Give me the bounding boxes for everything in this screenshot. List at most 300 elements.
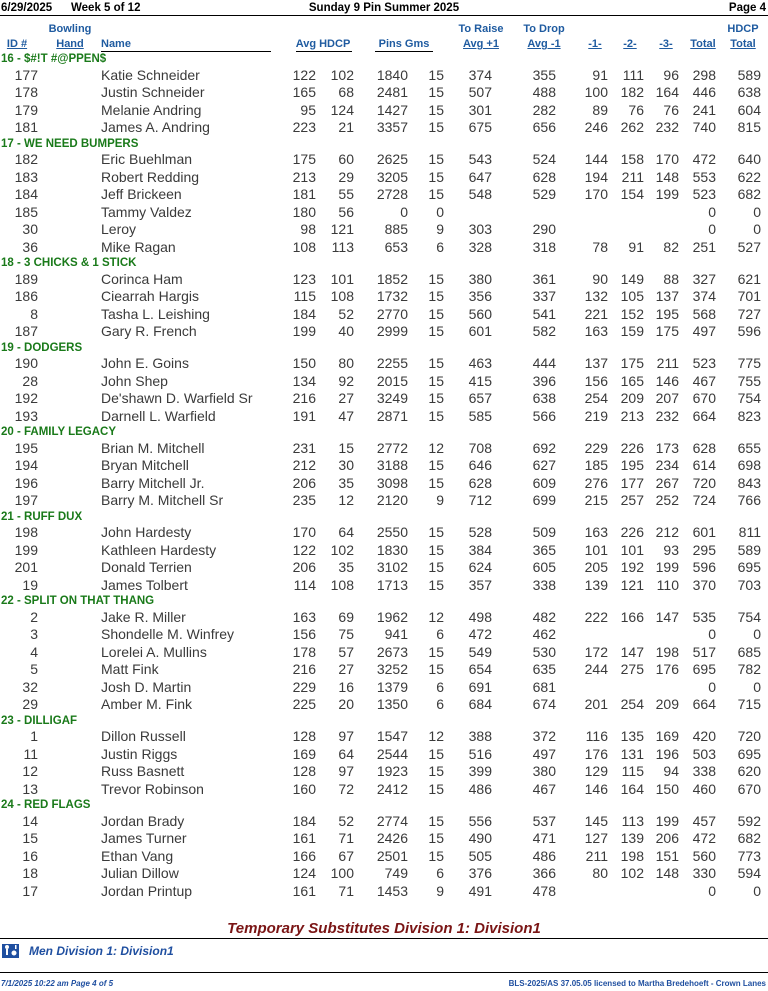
to-raise-avg: 657 — [468, 390, 492, 406]
bowler-name: James Turner — [101, 830, 187, 846]
bowler-name: Katie Schneider — [101, 66, 200, 83]
bowler-games: 15 — [428, 101, 444, 118]
bowler-row — [0, 746, 768, 764]
page-label: Page 4 — [728, 2, 766, 14]
to-drop-avg: 541 — [532, 305, 556, 322]
game-1-score: 221 — [584, 305, 608, 322]
series-total: 568 — [692, 305, 716, 322]
game-3-score: 151 — [655, 847, 679, 864]
to-raise-avg: 516 — [468, 745, 492, 762]
bowler-hdcp: 121 — [330, 221, 354, 237]
bowler-pins: 3102 — [376, 559, 408, 575]
bowler-id: 29 — [22, 696, 38, 712]
game-3-score: 195 — [655, 305, 679, 322]
bowler-pins: 2426 — [376, 830, 408, 846]
license-text: BLS-2025/AS 37.05.05 licensed to Martha Bredehoeft - Crown Lanes — [508, 979, 766, 988]
game-1-score: 129 — [584, 763, 608, 779]
handicap-total: 589 — [737, 66, 761, 83]
game-2-score: 275 — [620, 661, 644, 677]
handicap-total: 823 — [737, 407, 761, 424]
bowler-row — [0, 781, 768, 799]
bowler-avg: 128 — [292, 763, 316, 779]
bowler-id: 194 — [14, 457, 38, 473]
bowler-hdcp: 40 — [338, 323, 354, 339]
to-drop-avg: 462 — [532, 626, 556, 642]
bowler-pins: 1840 — [376, 66, 408, 83]
col-game-2: -2- — [623, 38, 637, 50]
bowler-avg: 229 — [292, 678, 316, 695]
bowler-id: 197 — [14, 492, 38, 508]
game-1-score: 276 — [584, 474, 608, 491]
handicap-total: 727 — [737, 305, 761, 322]
bowler-avg: 122 — [292, 541, 316, 558]
game-1-score: 156 — [584, 372, 608, 389]
bowler-pins: 2728 — [376, 186, 408, 202]
game-3-score: 170 — [655, 151, 679, 167]
bowler-avg: 206 — [292, 474, 316, 491]
to-drop-avg: 486 — [532, 847, 556, 864]
game-3-score: 88 — [663, 270, 679, 287]
team-heading: 22 - SPLIT ON THAT THANG — [1, 595, 155, 607]
game-3-score: 207 — [655, 390, 679, 406]
bowler-games: 12 — [428, 728, 444, 744]
to-raise-avg: 498 — [468, 608, 492, 625]
to-raise-avg: 490 — [468, 830, 492, 846]
bowler-name: Justin Riggs — [101, 745, 178, 762]
to-raise-avg: 708 — [468, 439, 492, 456]
to-drop-avg: 628 — [532, 168, 556, 185]
game-3-score: 93 — [663, 541, 679, 558]
to-drop-avg: 396 — [532, 372, 556, 389]
bowler-hdcp: 68 — [338, 84, 354, 100]
handicap-total: 622 — [737, 168, 761, 185]
bowler-pins: 941 — [384, 626, 408, 642]
column-headers — [0, 19, 768, 55]
bowler-games: 15 — [428, 661, 444, 677]
handicap-total: 594 — [737, 865, 761, 881]
bowler-hdcp: 69 — [338, 608, 354, 625]
bowler-hdcp: 113 — [331, 238, 354, 255]
bowler-games: 6 — [436, 865, 444, 881]
bowler-id: 17 — [22, 882, 38, 899]
bowler-hdcp: 52 — [338, 812, 354, 829]
bowler-games: 15 — [428, 84, 444, 100]
bowler-name: Eric Buehlman — [101, 151, 193, 167]
bowler-id: 184 — [14, 186, 38, 202]
header-rule — [0, 15, 768, 16]
bowler-id: 186 — [14, 288, 38, 304]
game-1-score: 144 — [584, 151, 608, 167]
bowler-pins: 3252 — [376, 661, 408, 677]
bowler-name: Jeff Brickeen — [101, 186, 182, 202]
bowler-name: Corinca Ham — [101, 270, 183, 287]
game-3-score: 252 — [655, 492, 679, 508]
handicap-total: 695 — [737, 745, 761, 762]
series-total: 327 — [692, 270, 716, 287]
bowler-id: 177 — [14, 66, 38, 83]
game-1-score: 201 — [584, 696, 608, 712]
game-3-score: 206 — [655, 830, 679, 846]
bowler-pins: 2550 — [376, 524, 408, 540]
bowler-hdcp: 16 — [338, 678, 354, 695]
bowler-avg: 156 — [292, 626, 316, 642]
bowler-pins: 1547 — [376, 728, 408, 744]
to-raise-avg: 646 — [468, 457, 492, 473]
bowler-games: 6 — [436, 678, 444, 695]
to-drop-avg: 361 — [532, 270, 556, 287]
game-1-score: 91 — [592, 66, 608, 83]
bowler-avg: 165 — [292, 84, 316, 100]
series-total: 338 — [692, 763, 716, 779]
game-2-score: 198 — [620, 847, 644, 864]
bowler-row — [0, 151, 768, 169]
to-raise-avg: 549 — [468, 643, 492, 660]
bowler-pins: 2412 — [376, 780, 408, 797]
handicap-total: 596 — [737, 323, 761, 339]
bowler-pins: 1852 — [376, 270, 408, 287]
bowler-row — [0, 848, 768, 866]
bowler-id: 183 — [14, 168, 38, 185]
to-raise-avg: 556 — [468, 812, 492, 829]
handicap-total: 0 — [753, 626, 761, 642]
game-1-score: 185 — [584, 457, 608, 473]
to-raise-avg: 303 — [468, 221, 492, 237]
game-2-score: 175 — [620, 355, 644, 371]
bowler-avg: 161 — [292, 830, 316, 846]
bowler-avg: 115 — [293, 288, 316, 304]
game-3-score: 150 — [655, 780, 679, 797]
handicap-total: 685 — [737, 643, 761, 660]
game-2-score: 262 — [620, 119, 644, 135]
bowler-hdcp: 72 — [338, 780, 354, 797]
week-label: Week 5 of 12 — [71, 2, 141, 14]
to-raise-avg: 376 — [468, 865, 492, 881]
bowler-id: 13 — [22, 780, 38, 797]
to-drop-avg: 365 — [532, 541, 556, 558]
game-2-score: 111 — [622, 66, 644, 83]
bowler-name: John Shep — [101, 372, 168, 389]
game-3-score: 176 — [655, 661, 679, 677]
to-raise-avg: 384 — [468, 541, 492, 558]
game-1-score: 90 — [592, 270, 608, 287]
team-heading: 19 - DODGERS — [1, 341, 83, 354]
bowler-avg: 123 — [292, 270, 316, 287]
handicap-total: 815 — [737, 119, 761, 135]
game-3-score: 94 — [663, 763, 679, 779]
series-total: 720 — [692, 474, 716, 491]
bowler-games: 0 — [436, 203, 444, 220]
series-total: 457 — [692, 812, 716, 829]
bowler-name: Lorelei A. Mullins — [101, 643, 207, 660]
game-2-score: 177 — [620, 474, 644, 491]
bowler-games: 6 — [436, 696, 444, 712]
bowler-pins: 2255 — [376, 355, 408, 371]
bowler-hdcp: 80 — [338, 355, 354, 371]
game-2-score: 209 — [620, 390, 644, 406]
handicap-total: 720 — [737, 728, 761, 744]
bowler-pins: 1453 — [376, 882, 408, 899]
bowler-avg: 114 — [293, 576, 316, 593]
bowler-name: John Hardesty — [101, 524, 192, 540]
to-drop-avg: 482 — [532, 608, 556, 625]
series-total: 0 — [708, 203, 716, 220]
bowler-hdcp: 97 — [338, 728, 354, 744]
bowler-pins: 2772 — [376, 439, 408, 456]
bowler-row — [0, 169, 768, 187]
game-2-score: 213 — [620, 407, 644, 424]
game-1-score: 215 — [584, 492, 608, 508]
col-pins-gms: Pins Gms — [378, 38, 430, 50]
bowler-hdcp: 64 — [338, 745, 354, 762]
game-1-score: 163 — [584, 323, 608, 339]
game-3-score: 148 — [655, 168, 679, 185]
bowler-pins: 1732 — [376, 288, 408, 304]
bowler-pins: 2544 — [376, 745, 408, 762]
game-3-score: 148 — [655, 865, 679, 881]
series-total: 446 — [692, 84, 716, 100]
bowler-id: 12 — [22, 763, 38, 779]
game-2-score: 139 — [620, 830, 644, 846]
game-1-score: 139 — [584, 576, 608, 593]
game-1-score: 222 — [584, 608, 608, 625]
game-1-score: 219 — [584, 407, 608, 424]
series-total: 472 — [692, 830, 716, 846]
bowler-name: Matt Fink — [101, 661, 159, 677]
bowler-name: Robert Redding — [101, 168, 200, 185]
bowler-id: 195 — [14, 439, 38, 456]
bowler-avg: 166 — [292, 847, 316, 864]
bowler-hdcp: 100 — [330, 865, 354, 881]
bowler-row — [0, 524, 768, 542]
game-3-score: 212 — [655, 524, 679, 540]
bowler-name: Ethan Vang — [101, 847, 174, 864]
bowler-hdcp: 101 — [330, 270, 354, 287]
game-1-score: 163 — [584, 524, 608, 540]
bowler-pins: 2625 — [376, 151, 408, 167]
bowler-avg: 216 — [292, 390, 316, 406]
bowler-games: 15 — [428, 745, 444, 762]
series-total: 517 — [692, 643, 716, 660]
col-avg-plus-1: Avg +1 — [463, 38, 499, 50]
handicap-total: 811 — [738, 524, 761, 540]
game-3-score: 199 — [655, 812, 679, 829]
to-raise-avg: 415 — [468, 372, 492, 389]
bowler-row — [0, 679, 768, 697]
bowler-row — [0, 696, 768, 714]
game-2-score: 149 — [620, 270, 644, 287]
to-drop-avg: 318 — [532, 238, 556, 255]
team-heading: 20 - FAMILY LEGACY — [1, 426, 117, 438]
bowler-name: Trevor Robinson — [101, 780, 204, 797]
game-2-score: 226 — [620, 524, 644, 540]
bowler-name: Dillon Russell — [101, 728, 186, 744]
game-2-score: 121 — [620, 576, 644, 593]
to-drop-avg: 337 — [532, 288, 556, 304]
game-3-score: 137 — [655, 288, 679, 304]
game-2-score: 115 — [621, 763, 644, 779]
bowler-row — [0, 67, 768, 85]
bowler-id: 178 — [14, 84, 38, 100]
to-raise-avg: 356 — [468, 288, 492, 304]
bowler-row — [0, 306, 768, 324]
bowler-games: 15 — [428, 763, 444, 779]
to-drop-avg: 674 — [532, 696, 556, 712]
bowler-pins: 3249 — [376, 390, 408, 406]
to-raise-avg: 301 — [468, 101, 492, 118]
to-raise-avg: 654 — [468, 661, 492, 677]
game-2-score: 101 — [620, 541, 644, 558]
game-3-score: 232 — [655, 407, 679, 424]
bowler-games: 6 — [436, 626, 444, 642]
bowler-id: 201 — [14, 559, 38, 575]
bowler-pins: 2871 — [376, 407, 408, 424]
handicap-total: 754 — [737, 608, 761, 625]
bowler-pins: 1923 — [376, 763, 408, 779]
bowler-avg: 108 — [292, 238, 316, 255]
bowler-row — [0, 883, 768, 901]
bowler-pins: 0 — [400, 203, 408, 220]
league-name: Sunday 9 Pin Summer 2025 — [308, 2, 460, 14]
handicap-total: 698 — [737, 457, 761, 473]
bowler-avg: 231 — [292, 439, 316, 456]
bowler-hdcp: 47 — [338, 407, 354, 424]
bowler-name: Melanie Andring — [101, 101, 202, 118]
series-total: 596 — [692, 559, 716, 575]
bowler-id: 198 — [14, 524, 38, 540]
to-raise-avg: 463 — [468, 355, 492, 371]
bowler-pins: 2481 — [376, 84, 408, 100]
bowler-name: James Tolbert — [101, 576, 188, 593]
bowler-pins: 749 — [384, 865, 408, 881]
game-2-score: 165 — [620, 372, 644, 389]
bowler-games: 15 — [428, 576, 444, 593]
to-drop-avg: 681 — [532, 678, 556, 695]
bowler-row — [0, 763, 768, 781]
series-total: 472 — [692, 151, 716, 167]
game-1-score: 244 — [584, 661, 608, 677]
to-raise-avg: 491 — [468, 882, 492, 899]
game-3-score: 198 — [655, 643, 679, 660]
handicap-total: 0 — [753, 221, 761, 237]
bowler-pins: 2770 — [376, 305, 408, 322]
bowler-row — [0, 457, 768, 475]
bowler-id: 189 — [14, 270, 38, 287]
bowler-id: 16 — [22, 847, 38, 864]
bowler-id: 8 — [30, 305, 38, 322]
bowler-games: 15 — [428, 541, 444, 558]
bowler-hdcp: 35 — [338, 474, 354, 491]
col-hdcp-top: HDCP — [727, 23, 759, 35]
bowler-name: Tammy Valdez — [101, 203, 192, 220]
bowler-games: 15 — [428, 390, 444, 406]
bowler-avg: 235 — [292, 492, 316, 508]
handicap-total: 754 — [737, 390, 761, 406]
game-1-score: 132 — [584, 288, 608, 304]
to-raise-avg: 691 — [468, 678, 492, 695]
to-raise-avg: 548 — [468, 186, 492, 202]
bowler-games: 12 — [428, 608, 444, 625]
bowler-avg: 175 — [292, 151, 316, 167]
bowler-name: Russ Basnett — [101, 763, 185, 779]
bowler-games: 15 — [428, 323, 444, 339]
game-2-score: 192 — [620, 559, 644, 575]
series-total: 553 — [692, 168, 716, 185]
section-rule — [0, 938, 768, 939]
bowler-hdcp: 60 — [338, 151, 354, 167]
series-total: 560 — [692, 847, 716, 864]
bowler-row — [0, 661, 768, 679]
bowler-avg: 180 — [292, 203, 316, 220]
handicap-total: 775 — [737, 355, 761, 371]
bowler-row — [0, 813, 768, 831]
to-drop-avg: 444 — [532, 355, 556, 371]
series-total: 241 — [692, 101, 716, 118]
bowler-pins: 653 — [384, 238, 408, 255]
to-raise-avg: 543 — [468, 151, 492, 167]
col-bowling: Bowling — [48, 23, 92, 35]
series-total: 0 — [708, 882, 716, 899]
team-heading: 24 - RED FLAGS — [1, 799, 91, 811]
bowler-id: 19 — [22, 576, 38, 593]
to-raise-avg: 399 — [468, 763, 492, 779]
bowler-row — [0, 221, 768, 239]
bowler-pins: 2015 — [376, 372, 408, 389]
bowler-pins: 2774 — [376, 812, 408, 829]
bowler-games: 6 — [436, 238, 444, 255]
bowler-hdcp: 55 — [338, 186, 354, 202]
bowler-row — [0, 577, 768, 595]
game-1-score: 80 — [592, 865, 608, 881]
handicap-total: 715 — [737, 696, 761, 712]
game-2-score: 147 — [620, 643, 644, 660]
game-2-score: 154 — [620, 186, 644, 202]
game-3-score: 110 — [656, 576, 679, 593]
game-3-score: 211 — [656, 355, 679, 371]
to-drop-avg: 656 — [532, 119, 556, 135]
division-label: Men Division 1: Division1 — [29, 944, 174, 958]
bowler-hdcp: 15 — [338, 439, 354, 456]
bowler-pins: 2120 — [376, 492, 408, 508]
handicap-total: 527 — [737, 238, 761, 255]
bowler-id: 18 — [22, 865, 38, 881]
bowler-avg: 225 — [292, 696, 316, 712]
to-drop-avg: 372 — [532, 728, 556, 744]
bowler-pins: 1830 — [376, 541, 408, 558]
bowler-games: 15 — [428, 812, 444, 829]
game-3-score: 147 — [655, 608, 679, 625]
series-total: 374 — [692, 288, 716, 304]
bowler-hdcp: 97 — [338, 763, 354, 779]
bowler-name: Julian Dillow — [101, 865, 179, 881]
series-total: 601 — [692, 524, 716, 540]
bowler-games: 9 — [436, 221, 444, 237]
game-2-score: 226 — [620, 439, 644, 456]
bowler-hdcp: 20 — [338, 696, 354, 712]
bowler-name: De'shawn D. Warfield Sr — [101, 390, 253, 406]
to-raise-avg: 374 — [468, 66, 492, 83]
bowler-name: Kathleen Hardesty — [101, 541, 217, 558]
to-raise-avg: 628 — [468, 474, 492, 491]
bowler-hdcp: 75 — [338, 626, 354, 642]
bowler-row — [0, 492, 768, 510]
series-total: 664 — [692, 407, 716, 424]
bowler-hdcp: 29 — [338, 168, 354, 185]
handicap-total: 695 — [737, 559, 761, 575]
footer-rule — [0, 972, 768, 973]
bowler-avg: 150 — [292, 355, 316, 371]
bowler-hdcp: 71 — [338, 882, 354, 899]
bowler-pins: 3188 — [376, 457, 408, 473]
